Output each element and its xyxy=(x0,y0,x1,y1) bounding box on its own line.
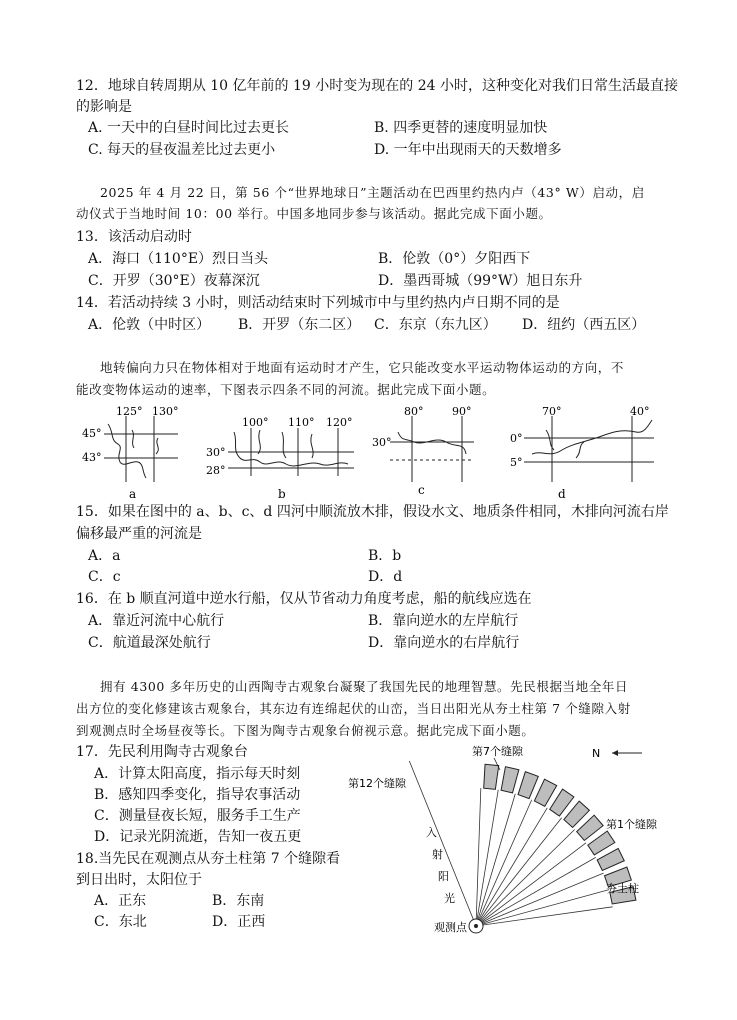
river-c xyxy=(390,416,474,482)
q13-stem: 13．该活动启动时 xyxy=(76,229,192,245)
q12-option-a[interactable]: A. 一天中的白昼时间比过去更长 xyxy=(88,120,290,136)
passage3-line2: 出方位的变化修建该古观象台，其东边有连绵起伏的山峦，当日出阳光从夯土柱第 7 个缝隙入射 xyxy=(76,701,631,716)
river-d-lat-2: 5° xyxy=(510,456,523,469)
q16-option-a[interactable]: A．靠近河流中心航行 xyxy=(88,613,225,629)
q14-option-a[interactable]: A．伦敦（中时区） xyxy=(88,317,211,333)
sight-line-2 xyxy=(476,790,498,926)
river-b-lat-2: 28° xyxy=(206,464,226,477)
q17-option-b[interactable]: B．感知四季变化，指导农事活动 xyxy=(94,787,301,803)
gap-12-label: 第12个缝隙 xyxy=(348,777,406,790)
ray-char-3: 阳 xyxy=(438,870,449,883)
pillar-9 xyxy=(597,848,624,870)
q18-option-c[interactable]: C．东北 xyxy=(94,914,147,930)
passage3-line1: 拥有 4300 多年历史的山西陶寺古观象台凝聚了我国先民的地理智慧。先民根据当地全年日 xyxy=(100,679,629,694)
sight-line-10 xyxy=(476,873,603,926)
sight-line-12 xyxy=(476,907,613,926)
pillar-4 xyxy=(534,779,556,806)
q14-option-b[interactable]: B．开罗（东二区） xyxy=(238,317,361,333)
q13-option-b[interactable]: B．伦敦（0°）夕阳西下 xyxy=(378,251,531,267)
river-d-label: d xyxy=(558,487,566,501)
sight-line-4 xyxy=(476,800,532,926)
pillar-2 xyxy=(501,767,519,793)
q18-option-a[interactable]: A．正东 xyxy=(94,893,147,909)
river-diagrams xyxy=(76,402,676,504)
ray-char-2: 射 xyxy=(432,848,443,861)
q13-option-d[interactable]: D．墨西哥城（99°W）旭日东升 xyxy=(378,273,583,289)
river-d-lat-1: 0° xyxy=(510,432,523,445)
pillar-1 xyxy=(484,764,499,789)
river-b-lon-3: 120° xyxy=(326,416,353,429)
q16-option-d[interactable]: D．靠向逆水的右岸航行 xyxy=(368,635,520,651)
q18-stem-line2: 到日出时，太阳位于 xyxy=(76,872,202,888)
river-a-label: a xyxy=(129,487,137,501)
q15-option-a[interactable]: A．a xyxy=(88,548,121,564)
q12-stem-line1: 12．地球自转周期从 10 亿年前的 19 小时变为现在的 24 小时，这种变化对我们日常生活最直接 xyxy=(76,78,678,94)
ray-char-1: 入 xyxy=(426,826,437,839)
observation-point-dot xyxy=(474,924,478,928)
q17-option-a[interactable]: A．计算太阳高度，指示每天时刻 xyxy=(94,766,301,782)
river-b xyxy=(228,428,354,476)
river-b-label: b xyxy=(278,487,286,501)
q14-option-c[interactable]: C．东京（东九区） xyxy=(374,317,497,333)
q14-option-d[interactable]: D．纽约（西五区） xyxy=(522,317,646,333)
q16-stem: 16．在 b 顺直河道中逆水行船，仅从节省动力角度考虑，船的航线应选在 xyxy=(76,591,532,607)
q17-option-d[interactable]: D．记录光阴流逝，告知一夜五更 xyxy=(94,829,302,845)
q12-stem-line2: 的影响是 xyxy=(76,99,132,115)
passage2-line2: 能改变物体运动的速率，下图表示四条不同的河流。据此完成下面小题。 xyxy=(76,382,496,397)
river-d xyxy=(524,416,654,482)
gap-1-label: 第1个缝隙 xyxy=(606,818,657,831)
q17-option-c[interactable]: C．测量昼夜长短，服务手工生产 xyxy=(94,808,301,824)
river-d-lon-1: 70° xyxy=(542,405,562,418)
q17-stem: 17．先民利用陶寺古观象台 xyxy=(76,744,248,760)
passage1-line1: 2025 年 4 月 22 日，第 56 个“世界地球日”主题活动在巴西里约热内卢（43° W）启动，启 xyxy=(100,185,645,200)
pillar-3 xyxy=(518,772,538,799)
sight-line-1 xyxy=(476,788,481,926)
river-c-lon-2: 90° xyxy=(452,405,472,418)
sight-line-11 xyxy=(476,890,609,926)
q14-stem: 14．若活动持续 3 小时，则活动结束时下列城市中与里约热内卢日期不同的是 xyxy=(76,295,560,311)
q18-option-d[interactable]: D．正西 xyxy=(212,914,266,930)
north-arrow-icon xyxy=(612,750,618,756)
passage1-line2: 动仪式于当地时间 10：00 举行。中国多地同步参与该活动。据此完成下面小题。 xyxy=(76,206,552,221)
gap-7-label: 第7个缝隙 xyxy=(472,745,523,758)
river-a-lon-1: 125° xyxy=(116,405,143,418)
q16-option-b[interactable]: B．靠向逆水的左岸航行 xyxy=(368,613,519,629)
q13-option-c[interactable]: C．开罗（30°E）夜幕深沉 xyxy=(88,273,260,289)
river-d-lon-2: 40° xyxy=(630,405,650,418)
ray-char-4: 光 xyxy=(444,892,455,905)
river-b-lon-1: 100° xyxy=(242,416,269,429)
sight-line-6 xyxy=(476,818,562,926)
q15-option-c[interactable]: C．c xyxy=(88,569,121,585)
river-c-label: c xyxy=(418,483,425,497)
q16-option-c[interactable]: C．航道最深处航行 xyxy=(88,635,211,651)
passage3-line3: 到观测点时全场昼夜等长。下图为陶寺古观象台俯视示意。据此完成下面小题。 xyxy=(76,723,535,738)
river-b-lat-1: 30° xyxy=(206,446,226,459)
q18-option-b[interactable]: B．东南 xyxy=(212,893,265,909)
q15-option-d[interactable]: D．d xyxy=(368,569,403,585)
river-b-lon-2: 110° xyxy=(288,416,315,429)
river-c-lon-1: 80° xyxy=(404,405,424,418)
q15-stem-line2: 偏移最严重的河流是 xyxy=(76,526,202,542)
river-a-lat-2: 43° xyxy=(82,451,102,464)
river-a-lon-2: 130° xyxy=(152,405,179,418)
river-a xyxy=(104,416,178,482)
pillar-label: 夯土柱 xyxy=(606,882,639,895)
north-label: N xyxy=(592,747,601,760)
sight-line-8 xyxy=(476,843,586,926)
q12-option-c[interactable]: C. 每天的昼夜温差比过去更小 xyxy=(88,142,276,158)
q12-option-b[interactable]: B. 四季更替的速度明显加快 xyxy=(374,120,548,136)
river-a-lat-1: 45° xyxy=(82,427,102,440)
q13-option-a[interactable]: A．海口（110°E）烈日当头 xyxy=(88,251,269,267)
q15-stem-line1: 15．如果在图中的 a、b、c、d 四河中顺流放木排，假设水文、地质条件相同，木排向河流右岸 xyxy=(76,504,669,520)
q15-option-b[interactable]: B．b xyxy=(368,548,402,564)
incoming-sunlight-line xyxy=(409,761,476,926)
observation-point-label: 观测点 xyxy=(434,921,467,934)
sight-line-3 xyxy=(476,794,515,926)
river-c-lat-1: 30° xyxy=(372,436,392,449)
observatory-diagram xyxy=(340,738,680,950)
q18-stem-line1: 18.当先民在观测点从夯土柱第 7 个缝隙看 xyxy=(76,851,341,867)
q12-option-d[interactable]: D. 一年中出现雨天的天数增多 xyxy=(374,142,562,158)
passage2-line1: 地转偏向力只在物体相对于地面有运动时才产生，它只能改变水平运动物体运动的方向，不 xyxy=(100,360,625,375)
